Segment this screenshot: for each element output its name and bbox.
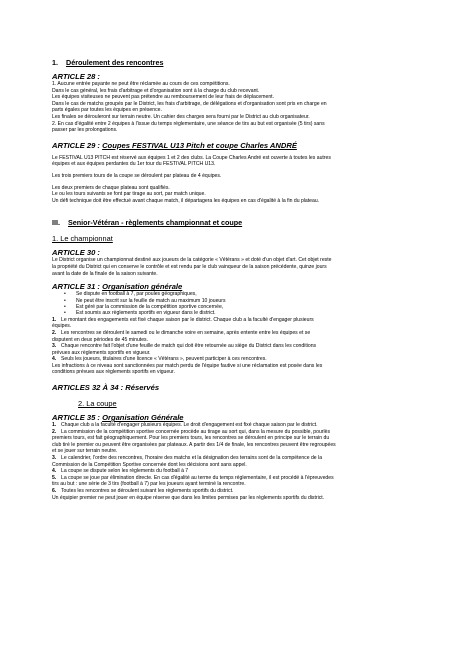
text-line: Chaque club a la faculté d'engager plusieurs équipes. Le droit d'engagement est fixé chaque saison par le district.	[61, 422, 318, 429]
text-line: La coupe se dispute selon les règlements du football à 7	[61, 468, 189, 475]
text-line: parts égales par toutes les équipes en présence.	[52, 107, 162, 114]
text-line: club tiré le premier ou peuvent être organisées par plateaux. A partir des 1/4 de finale, les rencontres peuvent être regroupées	[52, 441, 336, 448]
article-31-title: Organisation générale	[102, 282, 183, 292]
text-line: équipes.	[52, 323, 72, 330]
text-line: passer par les prolongations.	[52, 127, 118, 134]
article-28-body	[52, 81, 414, 134]
list-item-text: Ne peut être inscrit sur la feuille de match au maximum 10 joueurs	[76, 297, 226, 304]
numbered-item	[52, 475, 414, 482]
section-number: 1.	[52, 58, 58, 67]
numbered-item	[52, 343, 414, 350]
text-line: équipes et aux équipes perdantes du 1er tour du FESTIVAL PITCH U13.	[52, 161, 216, 168]
text-line: premiers tours, est fait géographiquement. Pour les premiers tours, les rencontres se déroulent en principe sur le terrain du	[52, 435, 330, 442]
article-35-title: Organisation Générale	[102, 413, 184, 423]
numbered-item	[52, 455, 414, 462]
text-line: Les rencontres se déroulent le samedi ou le dimanche voire en semaine, après entente entre les équipes et se	[61, 329, 311, 336]
article-31-bullets	[52, 291, 414, 317]
bullet-icon: •	[64, 303, 66, 310]
numbered-item	[52, 330, 414, 337]
text-line: Dans le cas général, les frais d'arbitrage et d'organisation sont à la charge du club recevant.	[52, 87, 260, 94]
text-line: Dans le cas de matchs groupés par le District, les frais d'arbitrage, de délégations et d'organisation sont pris en charge en	[52, 100, 327, 107]
article-31-heading	[52, 282, 414, 291]
section-title: Senior-Vétéran - règlements championnat et coupe	[68, 218, 243, 228]
item-number: 2.	[52, 329, 57, 336]
article-35-heading	[52, 413, 414, 422]
section-number: III.	[52, 218, 60, 228]
text-line: Les trois premiers tours de la coupe se déroulent par plateau de 4 équipes.	[52, 172, 222, 179]
text-line: La commission de la compétition sportive concernée procède au tirage au sort qui, dans la mesure du possible, pourlès	[61, 428, 330, 435]
article-30-body	[52, 257, 414, 277]
item-number: 6.	[52, 488, 57, 494]
article-35-items	[52, 422, 414, 501]
article-28-title: ARTICLE 28 :	[52, 72, 100, 81]
article-29-body	[52, 155, 414, 205]
text-line: 2. En cas d'égalité entre 2 équipes à l'issue du temps réglementaire, une séance de tirs au but est organisée (5 tirs) sans	[52, 120, 325, 127]
item-number: 3.	[52, 455, 57, 462]
section-heading	[52, 58, 414, 67]
text-line: tirs au but : une série de 3 tirs (football à 7) par les joueurs ayant terminé la rencontre.	[52, 481, 246, 488]
text-line: Un défi technique doit être effectué avant chaque match, il départagera les équipes en cas d'égalité à la fin du plateau.	[52, 197, 320, 204]
articles-32-34-title: ARTICLES 32 À 34 : Réservés	[52, 383, 160, 393]
list-item-text: Se dispute en football à 7, par poules géographiques,	[76, 291, 197, 298]
item-number: 5.	[52, 474, 57, 481]
item-number: 1.	[52, 316, 57, 323]
text-line: la propriété du District qui en conserve le contrôle et est rendu par le club vainqueur de la saison précédente, quinze jours	[52, 263, 327, 270]
text-line: conditions prévues aux règlements sportifs en vigueur.	[52, 369, 175, 376]
text-line: La coupe se joue par élimination directe. En cas d'égalité au terme du temps réglementaire, il est procédé à l'épreuvedes	[61, 474, 334, 481]
item-number: 3.	[52, 343, 57, 350]
document-page	[52, 58, 414, 501]
subsection-title: 1. Le championnat	[52, 234, 113, 244]
text-line: avant la date de la finale de la saison suivante.	[52, 270, 158, 277]
item-number: 1.	[52, 422, 57, 429]
text-line: Le District organise un championnat destiné aux joueurs de la catégorie « Vétérans » et doté d'un objet d'art. Cet objet reste	[52, 257, 332, 264]
text-line: disputent en deux périodes de 45 minutes.	[52, 336, 148, 343]
section-title: Déroulement des rencontres	[66, 58, 164, 67]
text-line: prévues aux règlements sportifs en vigueur.	[52, 349, 151, 356]
section-heading	[52, 218, 414, 227]
text-line: Commission de la Compétition Sportive concernée dont les décisions sont sans appel.	[52, 461, 247, 468]
article-29-title: Coupes FESTIVAL U13 Pitch et coupe Charles ANDRÉ	[102, 140, 297, 150]
text-line: Le FESTIVAL U13 PITCH est réservé aux équipes 1 et 2 des clubs. La Coupe Charles André est ouverte à toutes les autres	[52, 154, 331, 161]
bullet-icon: •	[64, 310, 66, 317]
text-line: Seuls les joueurs, titulaires d'une licence « Vétérans », peuvent participer à ces rencontres.	[61, 356, 267, 363]
item-number: 4.	[52, 468, 57, 475]
article-29-heading	[52, 141, 414, 150]
subsection-title: 2. La coupe	[78, 399, 117, 409]
article-31-items	[52, 317, 414, 376]
item-number: 4.	[52, 356, 57, 363]
text-line: Le montant des engagements est fixé chaque saison par le district. Chaque club a la faculté d'engager plusieurs	[61, 316, 314, 323]
text-line: Le ou les tours suivants se font par tirage au sort, par match unique.	[52, 191, 206, 198]
numbered-item	[52, 429, 414, 436]
item-number: 2.	[52, 428, 57, 435]
bullet-icon: •	[64, 297, 66, 304]
numbered-item	[52, 356, 414, 363]
numbered-item	[52, 422, 414, 429]
text-line: Les infractions à ce niveau sont sanctionnées par match perdu de l'équipe fautive si une réclamation est posée dans les	[52, 362, 323, 369]
text-line: Les finales se dérouleront sur terrain neutre. Un cahier des charges sera fourni par le District au club organisateur.	[52, 113, 310, 120]
text-line: Le calendrier, l'ordre des rencontres, l'horaire des matchs et la désignation des terrains sont de la compétence de la	[61, 455, 323, 462]
text-line: Chaque rencontre fait l'objet d'une feuille de match qui doit être retournée au siège du District dans les conditions	[61, 343, 317, 350]
text-line: Les équipes visiteuses ne peuvent pas prétendre au remboursement de leur frais de déplacement.	[52, 94, 274, 101]
numbered-item	[52, 317, 414, 324]
text-line: et se jouer sur terrain neutre.	[52, 448, 118, 455]
article-35-prefix: ARTICLE 35 :	[52, 413, 103, 423]
numbered-item	[52, 468, 414, 475]
list-item-text: Est géré par la commission de la compétition sportive concernée,	[76, 303, 224, 310]
bullet-icon: •	[64, 291, 66, 298]
list-item-text: Est soumis aux règlements sportifs en vigueur dans le district.	[76, 310, 216, 317]
numbered-item	[52, 488, 414, 495]
text-line: 1. Aucune entrée payante ne peut être réclamée au cours de ces compétitions.	[52, 81, 230, 87]
article-30-title: ARTICLE 30 :	[52, 248, 100, 258]
article-29-prefix: ARTICLE 29 :	[52, 140, 103, 150]
text-line: Les deux premiers de chaque plateau sont qualifiés.	[52, 184, 170, 191]
text-line: Un équipier premier ne peut jouer en équipe réserve que dans les limites permises par les règlements sportifs du district.	[52, 494, 325, 501]
article-31-prefix: ARTICLE 31 :	[52, 282, 103, 292]
text-line: Toutes les rencontres se déroulent suivant les règlements sportifs du district.	[61, 488, 234, 494]
